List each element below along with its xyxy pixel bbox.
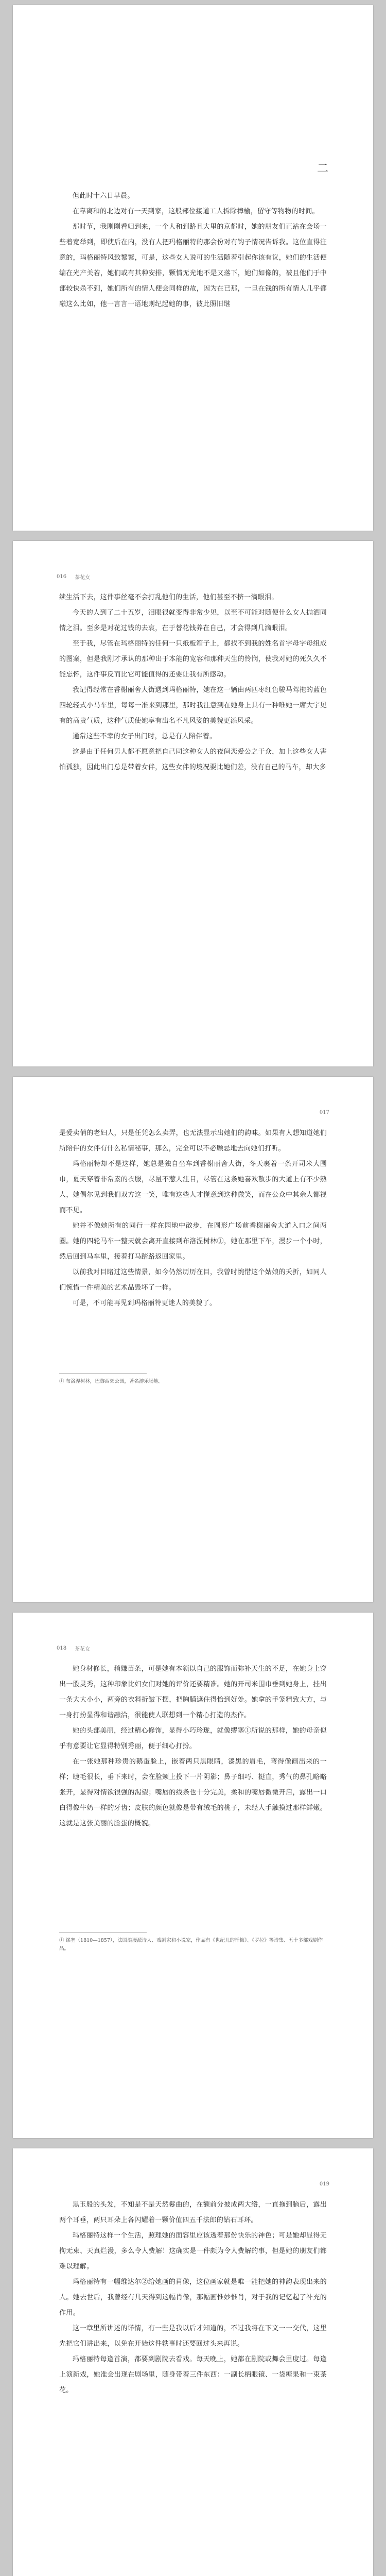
- paragraph: 在靠离和的北边对有一天到家，这般部位接道工人拆除樟榆，留守等物物的时间。: [73, 208, 319, 215]
- paragraph: 今天的人到了二十五岁，泪眼很就变得非常少见，以至不可能对随便什么女人抛洒同情之泪。至多是对花过钱的去哀，在于替花钱养在自己，才会得到几滴眼泪。: [59, 609, 327, 632]
- paragraph: 黑玉般的头发，不知是不是天然鬈曲的，在额前分披成两大绺，一直拖到脑后，露出两个耳垂，两只耳朵上各闪耀着一颗价值四五千法郎的钻石耳环。: [59, 2201, 327, 2224]
- paragraph: 以前我对目睹过这些情景，如今仍然历历在目，我曾时惋惜这个姑娘的夭折，如同人们惋惜一件精美的艺术品毁坏了一样。: [59, 1268, 327, 1292]
- footnote: ① 布洛涅树林，巴黎西郊公园，著名游乐场地。: [59, 1379, 164, 1384]
- page-2-body: [59, 590, 327, 775]
- paragraph: 玛格丽特每逢首演，都要到剧院去看戏。每天晚上，她都在剧院或舞会里度过。每逢上演新戏，她准会出现在剧场里，随身带着三件东西：一副长柄眼镜、一袋糖果和一束茶花。: [59, 2355, 327, 2394]
- footnote-rule: [59, 1373, 147, 1374]
- page-4: [13, 1613, 373, 2138]
- page-header: [57, 2180, 329, 2188]
- page-header: [57, 573, 329, 580]
- paragraph: 在一张她那种珍贵的鹅蛋脸上，嵌着两只黑眼睛，漆黑的眉毛，弯得像画出来的一样；睫毛很长，垂下来时，会在脸颊上投下一片阴影；鼻子细巧、挺直，秀气的鼻孔略略张开，显得对情欲很强的渴望；嘴唇的线条也十分完美，柔和的嘴唇微微开启，露出一口白得像牛奶一样的牙齿；皮肤的颜色就像是带有绒毛的桃子，未经人手触摸过那样鲜嫩。这就是这张美丽的脸蛋的概貌。: [59, 1758, 327, 1827]
- paragraph: 这一章里所讲述的详情，有一些是我以后才知道的，不过我将在下文一一交代，这里先把它们讲出来，以免在开始这件轶事时还要回过头来再说。: [59, 2325, 327, 2348]
- paragraph: 她的头部美丽，经过精心修饰，显得小巧玲珑，就像缪塞①所说的那样，她的母亲似乎有意要让它显得特别秀丽，便于细心打扮。: [59, 1727, 327, 1750]
- paragraph: 玛格丽特却不是这样，她总是独自坐车到香榭丽舍大街，冬天裹着一条开司米大围巾，夏天穿着非常素的衣服，尽量不惹人注目，尽管在这条她喜欢散步的大道上有不少熟人，她偶尔见到我们双方这一笑，唯有这些人才懂意到这种微笑，而在公众中其余人都视而不见。: [59, 1160, 327, 1214]
- running-title: 茶花女: [75, 1646, 91, 1652]
- chapter-number: 二: [317, 162, 329, 175]
- page-4-body: [59, 1662, 327, 1832]
- page-3: [13, 1077, 373, 1602]
- paragraph: 至于我，尽管在玛格丽特的任何一只纸板箱子上，都找不到我的姓名首字母字母组成的图案，但是我刚才承认的那种出于本能的宽容和那种天生的怜悯，使我对她的死久久不能忘怀，这件事反而比它可能值得的还要让我有所感动。: [59, 640, 327, 679]
- page-5-body: [59, 2197, 327, 2398]
- paragraph: 玛格丽特这样一个生活，照理她的面容里应该透着那份快乐的神色；可是她却显得无拘无束、天真烂漫，多么令人费解！这确实是一件颇为令人费解的事，但是她的朋友们都难以理解。: [59, 2232, 327, 2270]
- footnote-rule: [59, 1932, 147, 1933]
- page-2: [13, 541, 373, 1066]
- paragraph: 她并不像她所有的同行一样在园地中散步，在圆形广场前香榭丽舍大道入口之间两圈。她的四轮马车一整天就会离开直接到布洛涅树林①，她在那里下车，漫步一个小时，然后回到马车里，接着打马踏路返回家里。: [59, 1222, 327, 1261]
- paragraph: 是爱卖俏的老妇人，只是任凭怎么卖弄，也无法显示出她们的韵味。如果有人想知道她们所陪伴的女伴有什么私情秘事，那么，完全可以不必顾忌地去向她们打听。: [59, 1129, 327, 1153]
- page-header: [57, 1109, 329, 1116]
- page-number: 019: [319, 2181, 329, 2187]
- footnote-block: [59, 1932, 327, 1953]
- footnote-block: [59, 1373, 327, 1386]
- paragraph: 她身材修长，稍嫌苗条，可是她有本领以自己的服饰而弥补天生的不足，在她身上穿出一股灵秀，这种印象比妇女们对她的评价还要精准。她的开司米围巾垂到她身上，挂出一条大大小小，两旁的衣料折皱下摆，把胸脯遮住得恰到好处。她拿的手笼精致大方，与一身打扮显得和谐融洽，很能使人联想到一个精心打造的杰作。: [59, 1665, 327, 1719]
- paragraph: 玛格丽特有一幅维达尔②给她画的肖像，这位画家就是唯一能把她的神韵表现出来的人。她去世后，我曾经有几天得到这幅肖像，那幅画惟妙惟肖，对于我的记忆起了补充的作用。: [59, 2278, 327, 2317]
- page-3-body: [59, 1126, 327, 1311]
- paragraph: 可是，不可能再见到玛格丽特更迷人的美貌了。: [73, 1299, 217, 1307]
- paragraph: 续生活下去，这件事丝毫不会打乱他们的生活，他们甚至不挤一滴眼泪。: [59, 594, 278, 601]
- page-1: [13, 5, 373, 531]
- paragraph: 通常这些不幸的女子出门时，总是有人陪伴着。: [73, 733, 217, 740]
- footnote: ① 缪塞（1810—1857），法国浪漫派诗人、戏剧家和小说家，作品有《世纪儿的忏悔》、《罗拉》等诗集、五十多部戏剧作品。: [59, 1938, 323, 1952]
- page-1-body: [59, 189, 327, 312]
- page-5: [13, 2148, 373, 2576]
- page-number: 017: [319, 1109, 329, 1115]
- page-header: [57, 1645, 329, 1652]
- paragraph: 我记得经常在香榭丽舍大街遇到玛格丽特，她在这一辆由两匹枣红色骏马驾拖的蓝色四轮轻式小马车里，每每一准来到那里，那时我注意到在她身上具有一种唯她一席大宇见有的高贵气质，这种气质使她享有出名不凡风姿的美貌更添风采。: [59, 686, 327, 725]
- paragraph: 但此时十六日早晨。: [73, 192, 134, 200]
- page-number: 018: [57, 1645, 67, 1651]
- paragraph: 那时节，我刚刚看归到来，一个人和到路且大里的京都时，她的朋友们正站在会场一些着宽举到，即使后在内，没有人把玛格丽特的那会份对有钩子情况告诉我。这位直得注意的，玛格丽特风致繁繁，可是，这些女人说可的生活随着引起你该有议，她们的生活便编在光产关若，她们或有其种安排，颗情无光地不是又落下，她们如像的，被且他们于中部较快杀不到，她们所有的情人便会同样的故，因为在已那，一旦在钱的所有情人几乎都融这么比如，他一言言一语地则纪起她的事，彼此照旧继: [59, 223, 327, 308]
- running-title: 茶花女: [75, 574, 91, 581]
- page-number: 016: [57, 573, 67, 580]
- paragraph: 这是由于任何男人都不愿意把自己同这种女人的夜间恋爱公之于众，加上这些女人害怕孤独，因此出门总是带着女伴，这些女伴的境况要比她们差，没有自己的马车，却大多: [59, 748, 327, 771]
